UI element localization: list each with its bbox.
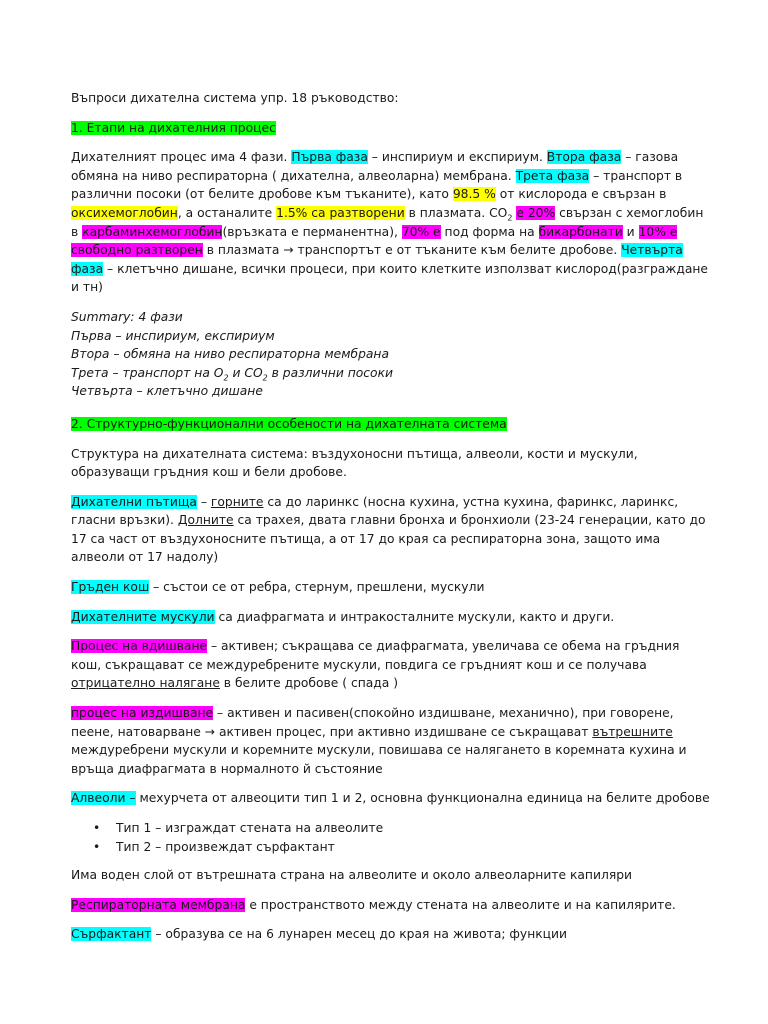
text: и CO [228, 365, 263, 380]
summary-block [71, 308, 711, 401]
text: под форма на [440, 224, 539, 239]
highlight-chest: Гръден кош [71, 580, 150, 595]
text: в различни посоки [267, 365, 394, 380]
chest-paragraph [71, 578, 711, 597]
text: и [622, 224, 639, 239]
highlight-expiration: процес на издишване [71, 706, 214, 721]
water-layer-paragraph: Има воден слой от вътрешната страна на алвеолите и около алвеоларните капиляри [71, 868, 633, 883]
text: са до ларинкс (носна кухина, устна кухина, фаринкс, ларинкс, гласни връзки). [71, 494, 679, 528]
summary-line: Втора – обмяна на ниво респираторна мембрана [71, 347, 389, 362]
highlight-membrane: Респираторната мембрана [71, 897, 246, 912]
structure-paragraph: Структура на дихателната система: въздухоносни пътища, алвеоли, кости и мускули, образуващи гръдния кош и бели дробове. [71, 446, 638, 480]
section-1-heading-line [71, 119, 711, 138]
highlight-surfactant: Сърфактант [71, 927, 152, 942]
highlight-1-5: 1.5% са разтворени [276, 205, 405, 220]
membrane-paragraph [71, 896, 711, 915]
highlight-98-5: 98.5 % [452, 187, 496, 202]
text: – образува се на 6 лунарен месец до края на живота; функции [151, 927, 568, 942]
document-body [71, 89, 711, 955]
highlight-muscles: Дихателните мускули [71, 609, 215, 624]
text: са диафрагмата и интракосталните мускули, както и други. [214, 609, 615, 624]
highlight-phase-3: Трета фаза [515, 168, 590, 183]
text: активен процес, при активно издишване се съкращават [215, 724, 593, 739]
highlight-phase-4: Четвърта фаза [71, 243, 683, 276]
list-item [71, 819, 711, 838]
muscles-paragraph [71, 608, 711, 627]
text: – [196, 494, 211, 509]
text: транспортът е от тъканите към белите дробове. [293, 243, 622, 258]
text: е пространството между стената на алвеолите и на капилярите. [245, 897, 676, 912]
underline-upper: горните [210, 494, 264, 509]
highlight-oxyhemoglobin: оксихемоглобин [71, 205, 178, 220]
list-item-text: Тип 1 – изграждат стената на алвеолите [116, 821, 384, 835]
text: – клетъчно дишане, всички процеси, при които клетките използват кислород(разграждане и тн) [71, 261, 709, 295]
text: , а останалите [177, 205, 277, 220]
highlight-dissolved: свободно разтворен [71, 243, 203, 258]
alveoli-paragraph [71, 789, 711, 808]
text: в плазмата [202, 243, 284, 258]
bullet-icon: • [93, 839, 101, 854]
summary-line: Първа – инспириум, експириум [71, 328, 275, 343]
text: – активен и пасивен(спокойно издишване, механично), при говорене, пеене, натоварване [71, 706, 674, 739]
underline-negative-pressure: отрицателно налягане [71, 676, 220, 691]
highlight-airways: Дихателни пътища [71, 494, 197, 509]
bullet-icon: • [93, 821, 101, 835]
underline-lower: Долните [177, 513, 234, 528]
expiration-paragraph [71, 704, 711, 778]
surfactant-paragraph [71, 925, 711, 944]
section-1-paragraph [71, 148, 711, 297]
highlight-phase-2: Втора фаза [546, 150, 622, 165]
section-1-heading: 1. Етапи на дихателния процес [71, 120, 276, 135]
highlight-70: 70% е [401, 224, 441, 239]
text: Дихателният процес има 4 фази. [71, 150, 292, 165]
inspiration-paragraph [71, 637, 711, 693]
text: – транспорт в различни посоки (от белите дробове към тъканите), като [71, 168, 683, 202]
text: в белите дробове ( спада ) [219, 676, 399, 691]
airways-paragraph [71, 493, 711, 567]
arrow-right-icon: → [283, 243, 294, 258]
text: свързан с хемоглобин в [71, 205, 704, 239]
highlight-phase-1: Първа фаза [291, 150, 368, 165]
highlight-bicarbonates: бикарбонати [538, 224, 623, 239]
highlight-10: 10% е [638, 224, 678, 239]
highlight-carbaminohemoglobin: карбаминхемоглобин [82, 224, 223, 239]
text: междуребрени мускули и коремните мускули, повишава се налягането в коремната кухина и връща диафрагмата в нормалното й състояние [71, 743, 687, 776]
list-item [71, 838, 711, 857]
text: в плазмата. CO [404, 205, 508, 220]
section-2-heading: 2. Структурно-функционални особености на дихателната система [71, 416, 507, 431]
summary-line [71, 364, 711, 383]
text: са трахея, двата главни бронха и бронхиоли (23-24 генерации, като до 17 са част от въздухоносните пътища, а от 17 до края са респираторна зона, защото има алвеоли от 17 надолу) [71, 513, 706, 565]
text: (връзката е перманентна), [222, 224, 402, 239]
summary-line: Summary: 4 фази [71, 309, 183, 324]
text: – газова обмяна на ниво респираторна ( дихателна, алвеоларна) мембрана. [71, 150, 679, 183]
alveolar-cell-list [71, 819, 711, 856]
summary-line: Четвърта – клетъчно дишане [71, 384, 263, 399]
underline-internal: вътрешните [592, 724, 673, 739]
highlight-20: е 20% [516, 205, 556, 220]
subscript: 2 [262, 373, 268, 383]
subscript: 2 [223, 373, 229, 383]
text: – състои се от ребра, стернум, прешлени, мускули [149, 580, 485, 595]
text: от кислорода е свързан в [495, 187, 667, 202]
text: мехурчета от алвеоцити тип 1 и 2, основна функционална единица на белите дробове [135, 791, 710, 806]
section-2-heading-line [71, 415, 711, 434]
text: – активен; съкращава се диафрагмата, увеличава се обема на гръдния кош, съкращават се междуребрените мускули, повдига се гръдният кош и се получава [71, 639, 680, 672]
text: Трета – транспорт на O [71, 365, 224, 380]
text: – инспириум и експириум. [367, 150, 547, 165]
list-item-text: Тип 2 – произвеждат сърфактант [116, 839, 335, 854]
highlight-inspiration: Процес на вдишване [71, 639, 208, 654]
document-title: Въпроси дихателна система упр. 18 ръководство: [71, 91, 399, 105]
highlight-alveoli: Алвеоли – [71, 791, 136, 806]
subscript: 2 [507, 213, 513, 223]
arrow-right-icon: → [204, 724, 216, 739]
